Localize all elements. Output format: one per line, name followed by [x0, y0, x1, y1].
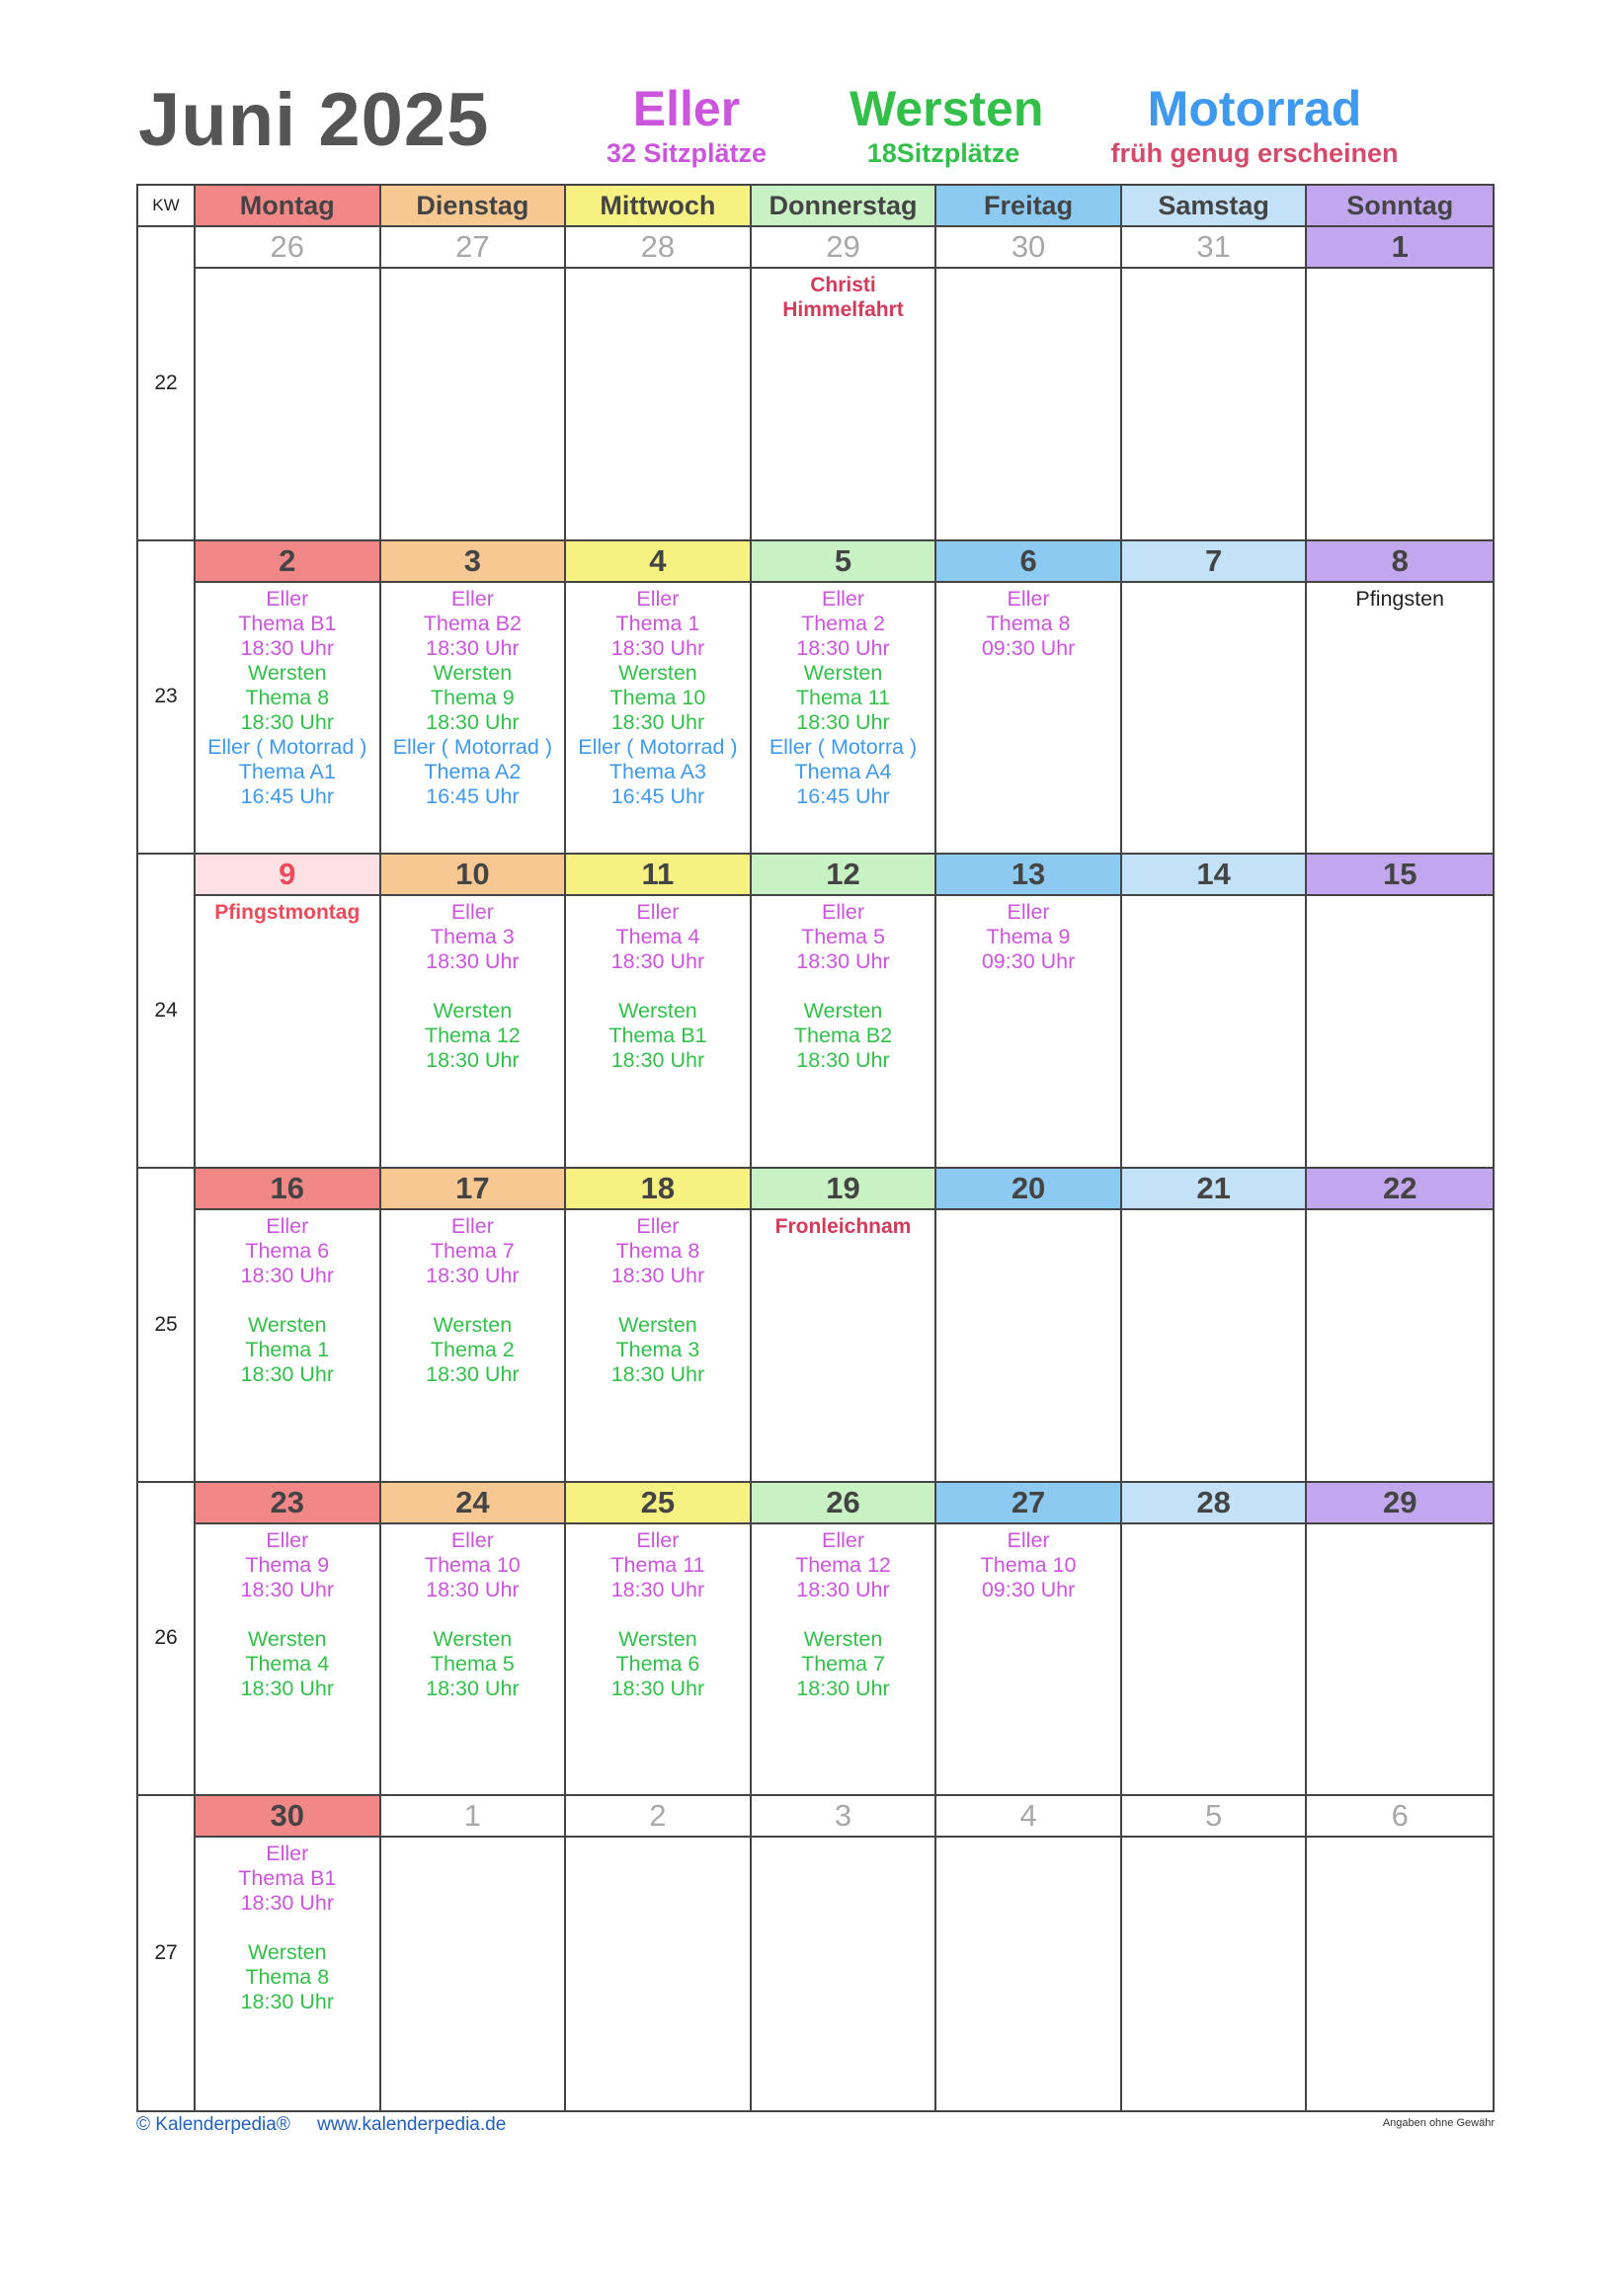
entry-list — [566, 583, 750, 809]
entry-line: Thema A4 — [794, 759, 892, 783]
entry-list — [381, 1524, 565, 1701]
legend-eller-seats: 32 Sitzplätze — [606, 138, 768, 168]
entry-line: Thema 11 — [795, 685, 891, 709]
entry-line: Wersten — [803, 1626, 883, 1651]
day-header: Sonntag — [1307, 186, 1493, 227]
day-cell[interactable] — [1122, 227, 1308, 541]
day-number: 18 — [566, 1169, 750, 1210]
day-cell[interactable] — [1122, 1483, 1308, 1797]
entry-line: 18:30 Uhr — [796, 1048, 890, 1073]
entry-line: Thema 7 — [801, 1651, 885, 1676]
day-number: 31 — [1122, 227, 1306, 269]
day-number: 26 — [752, 1483, 935, 1524]
day-number: 28 — [1122, 1483, 1306, 1524]
day-number: 30 — [196, 1796, 379, 1838]
holiday-label: Fronleichnam — [774, 1214, 912, 1238]
week-number: 25 — [138, 1169, 196, 1483]
day-header: Montag — [196, 186, 381, 227]
entry-line: Thema 4 — [245, 1651, 330, 1676]
entry-line: Thema 6 — [615, 1651, 700, 1676]
entry-line: Thema 1 — [615, 611, 700, 635]
entry-list — [936, 896, 1120, 974]
day-cell[interactable] — [566, 1796, 752, 2110]
entry-line: Thema 4 — [615, 925, 700, 949]
entry-list — [196, 1838, 379, 2014]
day-cell[interactable] — [381, 227, 567, 541]
entry-line: Wersten — [247, 1312, 327, 1337]
entry-list — [196, 1210, 379, 1387]
day-number: 26 — [196, 227, 379, 269]
legend-eller — [598, 81, 775, 170]
entry-line: Thema 10 — [980, 1552, 1077, 1577]
entry-line: Eller — [1007, 1527, 1050, 1552]
entry-line: Eller — [266, 1213, 309, 1238]
day-cell[interactable] — [1122, 855, 1308, 1169]
entry-line: 18:30 Uhr — [426, 1263, 520, 1287]
calendar-title: Juni 2025 — [138, 78, 490, 162]
entry-line: Eller ( Motorrad ) — [392, 734, 552, 759]
entry-line: Wersten — [803, 660, 883, 685]
entry-line: 18:30 Uhr — [426, 709, 520, 734]
holiday-label: Pfingsten — [1355, 586, 1445, 611]
entry-line: Thema 8 — [245, 685, 330, 709]
day-cell[interactable] — [1307, 1169, 1493, 1483]
entry-list — [1122, 1524, 1306, 1528]
entry-line: 18:30 Uhr — [240, 1577, 334, 1601]
day-number: 28 — [566, 227, 750, 269]
entry-line: Eller ( Motorrad ) — [578, 734, 738, 759]
entry-list — [1307, 896, 1493, 900]
entry-list — [1122, 269, 1306, 273]
week-number: 24 — [138, 855, 196, 1169]
day-cell[interactable] — [566, 541, 752, 856]
entry-list — [566, 1524, 750, 1701]
entry-line: 18:30 Uhr — [796, 635, 890, 660]
entry-line: 18:30 Uhr — [426, 1577, 520, 1601]
day-cell[interactable] — [936, 1169, 1122, 1483]
day-cell[interactable] — [196, 1483, 381, 1797]
entry-line: Thema 5 — [430, 1651, 515, 1676]
day-cell[interactable] — [1122, 1796, 1308, 2110]
entry-list — [381, 269, 565, 273]
day-number: 8 — [1307, 541, 1493, 583]
entry-line: Thema B1 — [238, 611, 337, 635]
entry-line: Eller — [636, 1527, 680, 1552]
day-number: 2 — [566, 1796, 750, 1838]
entry-line: Eller — [636, 1213, 680, 1238]
day-cell[interactable] — [196, 541, 381, 856]
week-number: 23 — [138, 541, 196, 856]
entry-list — [381, 896, 565, 1073]
entry-line: 18:30 Uhr — [610, 1676, 705, 1700]
entry-list — [1122, 583, 1306, 587]
day-cell[interactable] — [1122, 541, 1308, 856]
day-number: 19 — [752, 1169, 935, 1210]
day-cell[interactable] — [752, 1796, 937, 2110]
day-number: 2 — [196, 541, 379, 583]
entry-line: 18:30 Uhr — [240, 635, 334, 660]
entry-line: Eller — [1007, 586, 1050, 611]
entry-list — [752, 269, 935, 322]
day-number: 25 — [566, 1483, 750, 1524]
entry-line: Thema A3 — [608, 759, 706, 783]
entry-list — [936, 269, 1120, 273]
day-header: Dienstag — [381, 186, 567, 227]
entry-line: Thema 9 — [986, 925, 1071, 949]
entry-list — [196, 1524, 379, 1701]
holiday-label: Christi — [810, 274, 876, 296]
entry-line: Thema B1 — [608, 1024, 707, 1048]
entry-line: Thema 8 — [615, 1238, 700, 1263]
entry-line: Thema 2 — [801, 611, 885, 635]
day-cell[interactable] — [936, 227, 1122, 541]
day-number: 5 — [752, 541, 935, 583]
holiday-label: Himmelfahrt — [782, 298, 904, 321]
entry-list — [196, 269, 379, 273]
entry-line: 18:30 Uhr — [426, 949, 520, 974]
entry-line: 16:45 Uhr — [426, 783, 520, 808]
entry-line: Wersten — [433, 999, 513, 1024]
entry-line: 18:30 Uhr — [426, 1361, 520, 1386]
entry-list — [752, 896, 935, 1073]
entry-line: Thema 3 — [615, 1337, 700, 1361]
entry-line: Eller — [266, 1527, 309, 1552]
entry-line: 18:30 Uhr — [240, 1990, 334, 2014]
day-number: 29 — [752, 227, 935, 269]
legend-wersten-name: Wersten — [850, 81, 1044, 136]
entry-list — [752, 583, 935, 809]
entry-line: Thema 2 — [430, 1337, 515, 1361]
entry-line: 18:30 Uhr — [426, 635, 520, 660]
day-number: 10 — [381, 855, 565, 896]
entry-list — [1307, 1524, 1493, 1528]
day-cell[interactable] — [566, 1483, 752, 1797]
entry-line: 18:30 Uhr — [796, 1577, 890, 1601]
entry-line: 18:30 Uhr — [610, 1577, 705, 1601]
entry-list — [1307, 1210, 1493, 1214]
day-cell[interactable] — [381, 1796, 567, 2110]
entry-line: Thema 1 — [245, 1337, 330, 1361]
legend-motorrad — [1096, 81, 1413, 170]
entry-line: Thema 6 — [245, 1238, 330, 1263]
day-header: Mittwoch — [566, 186, 752, 227]
entry-line: Thema A1 — [238, 759, 336, 783]
day-number: 13 — [936, 855, 1120, 896]
day-number: 20 — [936, 1169, 1120, 1210]
entry-line: Thema 9 — [430, 685, 515, 709]
entry-line: Eller ( Motorrad ) — [207, 734, 367, 759]
day-cell[interactable] — [1307, 1796, 1493, 2110]
entry-line: Thema 7 — [430, 1238, 515, 1263]
entry-line: Wersten — [433, 1626, 513, 1651]
entry-line: Thema 12 — [424, 1024, 521, 1048]
week-number: 27 — [138, 1796, 196, 2110]
entry-list — [196, 583, 379, 809]
day-number: 6 — [936, 541, 1120, 583]
week-number: 26 — [138, 1483, 196, 1797]
entry-list — [566, 1838, 750, 1842]
day-number: 24 — [381, 1483, 565, 1524]
day-cell[interactable] — [566, 227, 752, 541]
day-number: 23 — [196, 1483, 379, 1524]
legend-motorrad-name: Motorrad — [1147, 81, 1362, 136]
day-cell[interactable] — [381, 1169, 567, 1483]
entry-line: Eller — [450, 1527, 494, 1552]
day-cell[interactable] — [936, 1483, 1122, 1797]
entry-list — [1122, 1210, 1306, 1214]
entry-line: Wersten — [247, 1940, 327, 1965]
day-number: 12 — [752, 855, 935, 896]
day-cell[interactable] — [1122, 1169, 1308, 1483]
entry-line: Thema 11 — [610, 1552, 705, 1577]
entry-list — [566, 896, 750, 1073]
entry-line: Eller — [266, 1842, 309, 1866]
day-cell[interactable] — [566, 1169, 752, 1483]
day-cell[interactable] — [752, 855, 937, 1169]
entry-line: 18:30 Uhr — [240, 1891, 334, 1916]
day-cell[interactable] — [752, 227, 937, 541]
entry-line: Thema 8 — [245, 1965, 330, 1990]
day-header: Samstag — [1122, 186, 1308, 227]
day-cell[interactable] — [936, 541, 1122, 856]
calendar-grid — [136, 184, 1495, 2112]
day-number: 30 — [936, 227, 1120, 269]
day-header: Donnerstag — [752, 186, 937, 227]
legend-wersten-seats: 18Sitzplätze — [866, 138, 1020, 168]
entry-line: 18:30 Uhr — [610, 635, 705, 660]
entry-line: 18:30 Uhr — [610, 949, 705, 974]
day-cell[interactable] — [196, 1796, 381, 2110]
day-cell[interactable] — [1307, 227, 1493, 541]
footer-url[interactable]: www.kalenderpedia.de — [317, 2114, 507, 2135]
day-cell[interactable] — [752, 1483, 937, 1797]
kw-header: KW — [138, 186, 196, 227]
entry-line: Wersten — [618, 660, 697, 685]
entry-list — [752, 1524, 935, 1701]
legend-wersten — [850, 81, 1044, 170]
day-cell[interactable] — [381, 541, 567, 856]
day-cell[interactable] — [1307, 541, 1493, 856]
entry-list — [566, 1210, 750, 1387]
day-cell[interactable] — [566, 855, 752, 1169]
entry-line: Thema A2 — [424, 759, 522, 783]
day-cell[interactable] — [752, 1169, 937, 1483]
day-number: 1 — [1307, 227, 1493, 269]
day-cell[interactable] — [1307, 855, 1493, 1169]
entry-line: Thema 10 — [609, 685, 706, 709]
entry-line: Wersten — [803, 999, 883, 1024]
entry-line: 18:30 Uhr — [610, 1048, 705, 1073]
entry-line: Thema 3 — [430, 925, 515, 949]
day-number: 14 — [1122, 855, 1306, 896]
day-number: 22 — [1307, 1169, 1493, 1210]
entry-line: Wersten — [618, 1312, 697, 1337]
day-number: 27 — [936, 1483, 1120, 1524]
day-number: 11 — [566, 855, 750, 896]
entry-line: 09:30 Uhr — [981, 949, 1076, 974]
entry-line: 18:30 Uhr — [796, 1676, 890, 1700]
footer-disclaimer: Angaben ohne Gewähr — [1382, 2117, 1495, 2129]
day-number: 15 — [1307, 855, 1493, 896]
entry-list — [936, 1524, 1120, 1602]
day-cell[interactable] — [1307, 1483, 1493, 1797]
entry-list — [566, 269, 750, 273]
entry-list — [381, 583, 565, 809]
entry-line: Wersten — [433, 660, 513, 685]
entry-line: Wersten — [618, 1626, 697, 1651]
day-number: 4 — [566, 541, 750, 583]
day-number: 5 — [1122, 1796, 1306, 1838]
entry-line: Thema 8 — [986, 611, 1071, 635]
entry-line: Wersten — [618, 999, 697, 1024]
day-cell[interactable] — [752, 541, 937, 856]
entry-line: Wersten — [247, 1626, 327, 1651]
entry-line: Eller — [450, 900, 494, 925]
entry-line: 18:30 Uhr — [610, 1263, 705, 1287]
entry-list — [381, 1210, 565, 1387]
entry-list — [936, 1838, 1120, 1842]
entry-line: 18:30 Uhr — [240, 1263, 334, 1287]
day-number: 21 — [1122, 1169, 1306, 1210]
entry-line: Eller — [821, 586, 864, 611]
day-number: 27 — [381, 227, 565, 269]
entry-list — [381, 1838, 565, 1842]
legend-eller-name: Eller — [632, 81, 741, 136]
entry-list — [1307, 1838, 1493, 1842]
entry-line: 18:30 Uhr — [240, 709, 334, 734]
day-cell[interactable] — [196, 855, 381, 1169]
entry-line: 09:30 Uhr — [981, 635, 1076, 660]
day-number: 9 — [196, 855, 379, 896]
entry-line: Thema 12 — [795, 1552, 891, 1577]
entry-line: Thema 5 — [801, 925, 885, 949]
day-cell[interactable] — [196, 1169, 381, 1483]
entry-list — [936, 1210, 1120, 1214]
day-cell[interactable] — [196, 227, 381, 541]
entry-line: 18:30 Uhr — [610, 709, 705, 734]
day-cell[interactable] — [936, 1796, 1122, 2110]
entry-line: Eller — [636, 586, 680, 611]
entry-list — [1122, 896, 1306, 900]
entry-line: 18:30 Uhr — [240, 1361, 334, 1386]
entry-line: Eller — [821, 1527, 864, 1552]
week-number: 22 — [138, 227, 196, 541]
entry-line: Wersten — [247, 660, 327, 685]
entry-line: Eller — [1007, 900, 1050, 925]
day-number: 7 — [1122, 541, 1306, 583]
legend-motorrad-note: früh genug erscheinen — [1110, 138, 1399, 168]
day-number: 3 — [752, 1796, 935, 1838]
day-header: Freitag — [936, 186, 1122, 227]
entry-list — [752, 1838, 935, 1842]
day-number: 3 — [381, 541, 565, 583]
entry-line: 18:30 Uhr — [610, 1361, 705, 1386]
entry-line: 18:30 Uhr — [796, 949, 890, 974]
holiday-label: Pfingstmontag — [214, 901, 361, 925]
entry-line: Eller — [636, 900, 680, 925]
entry-line: Thema 9 — [245, 1552, 330, 1577]
entry-line: Eller — [450, 1213, 494, 1238]
entry-list — [752, 1210, 935, 1239]
entry-line: Thema B2 — [423, 611, 522, 635]
entry-line: Eller — [821, 900, 864, 925]
entry-list — [1307, 583, 1493, 612]
day-number: 6 — [1307, 1796, 1493, 1838]
day-number: 1 — [381, 1796, 565, 1838]
entry-line: Thema B1 — [238, 1866, 337, 1891]
day-number: 29 — [1307, 1483, 1493, 1524]
entry-line: 18:30 Uhr — [426, 1676, 520, 1700]
day-number: 17 — [381, 1169, 565, 1210]
entry-line: Eller ( Motorra ) — [769, 734, 918, 759]
day-number: 16 — [196, 1169, 379, 1210]
entry-line: 09:30 Uhr — [981, 1577, 1076, 1601]
entry-list — [1307, 269, 1493, 273]
day-cell[interactable] — [936, 855, 1122, 1169]
entry-list — [196, 896, 379, 925]
entry-line: 16:45 Uhr — [240, 783, 334, 808]
entry-list — [1122, 1838, 1306, 1842]
entry-line: Eller — [266, 586, 309, 611]
entry-line: 18:30 Uhr — [426, 1048, 520, 1073]
day-cell[interactable] — [381, 1483, 567, 1797]
entry-line: 18:30 Uhr — [240, 1676, 334, 1700]
footer-copyright: © Kalenderpedia® — [136, 2114, 290, 2135]
footer-credits — [136, 2114, 527, 2136]
day-cell[interactable] — [381, 855, 567, 1169]
entry-line: 16:45 Uhr — [796, 783, 890, 808]
entry-line: 16:45 Uhr — [610, 783, 705, 808]
entry-line: Wersten — [433, 1312, 513, 1337]
day-number: 4 — [936, 1796, 1120, 1838]
entry-line: Thema B2 — [793, 1024, 893, 1048]
entry-line: Eller — [450, 586, 494, 611]
entry-line: Thema 10 — [424, 1552, 521, 1577]
entry-list — [936, 583, 1120, 661]
entry-line: 18:30 Uhr — [796, 709, 890, 734]
